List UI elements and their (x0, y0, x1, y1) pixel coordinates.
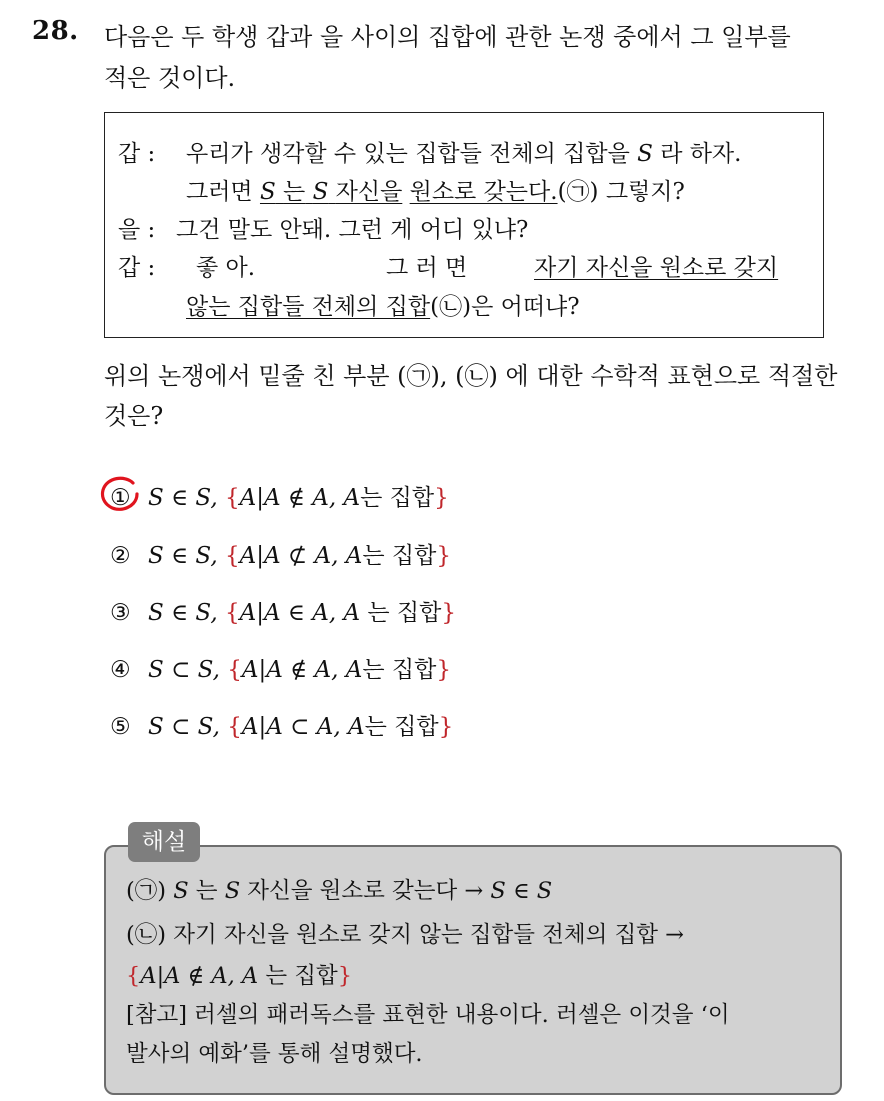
option-1[interactable]: ① S ∈ S, {A|A ∉ A, A는 집합} (110, 485, 449, 511)
prompt-line2: 것은? (104, 402, 164, 430)
explanation-line5: 발사의 예화’를 통해 설명했다. (126, 1041, 423, 1067)
option-2[interactable]: ② S ∈ S, {A|A ⊄ A, A는 집합} (110, 543, 451, 569)
dialogue-line4-underline: 자기 자신을 원소로 갖지 (534, 255, 779, 281)
dialogue-line4-a: 좋 아. (196, 255, 256, 281)
option-3[interactable]: ③ S ∈ S, {A|A ∈ A, A 는 집합} (110, 600, 457, 626)
dialogue-line4-b: 그 러 면 (386, 255, 468, 281)
explanation-line2: (㉡) 자기 자신을 원소로 갖지 않는 집합들 전체의 집합 → (126, 922, 684, 948)
explanation-line3: {A|A ∉ A, A 는 집합} (126, 963, 353, 989)
dialogue-line2: 그러면 S 는 S 자신을 원소로 갖는다.(㉠) 그렇지? (186, 179, 685, 205)
dialogue-line3: 그건 말도 안돼. 그런 게 어디 있냐? (176, 217, 529, 243)
question-number: 28. (32, 16, 79, 46)
answer-circle-mark (99, 474, 143, 514)
prompt-line1: 위의 논쟁에서 밑줄 친 부분 (㉠), (㉡) 에 대한 수학적 표현으로 적절한 (104, 362, 838, 390)
underline-claim-1: S 는 S 자신을 (259, 179, 403, 205)
option-4[interactable]: ④ S ⊂ S, {A|A ∉ A, A는 집합} (110, 657, 451, 683)
dialogue-speaker-gap: 갑 : (118, 141, 156, 167)
dialogue-line1: 우리가 생각할 수 있는 집합들 전체의 집합을 S 라 하자. (186, 141, 742, 167)
option-5[interactable]: ⑤ S ⊂ S, {A|A ⊂ A, A는 집합} (110, 714, 454, 740)
question-text-line1: 다음은 두 학생 갑과 을 사이의 집합에 관한 논쟁 중에서 그 일부를 (104, 23, 791, 51)
explanation-line1: (㉠) S 는 S 자신을 원소로 갖는다 → S ∈ S (126, 878, 553, 904)
dialogue-line5: 않는 집합들 전체의 집합(㉡)은 어떠냐? (186, 294, 580, 320)
dialogue-speaker-eul: 을 : (118, 217, 156, 243)
explanation-tab: 해설 (128, 822, 200, 862)
question-text-line2: 적은 것이다. (104, 64, 236, 92)
explanation-line4: [참고] 러셀의 패러독스를 표현한 내용이다. 러셀은 이것을 ‘이 (126, 1002, 730, 1028)
dialogue-speaker-gap-2: 갑 : (118, 255, 156, 281)
